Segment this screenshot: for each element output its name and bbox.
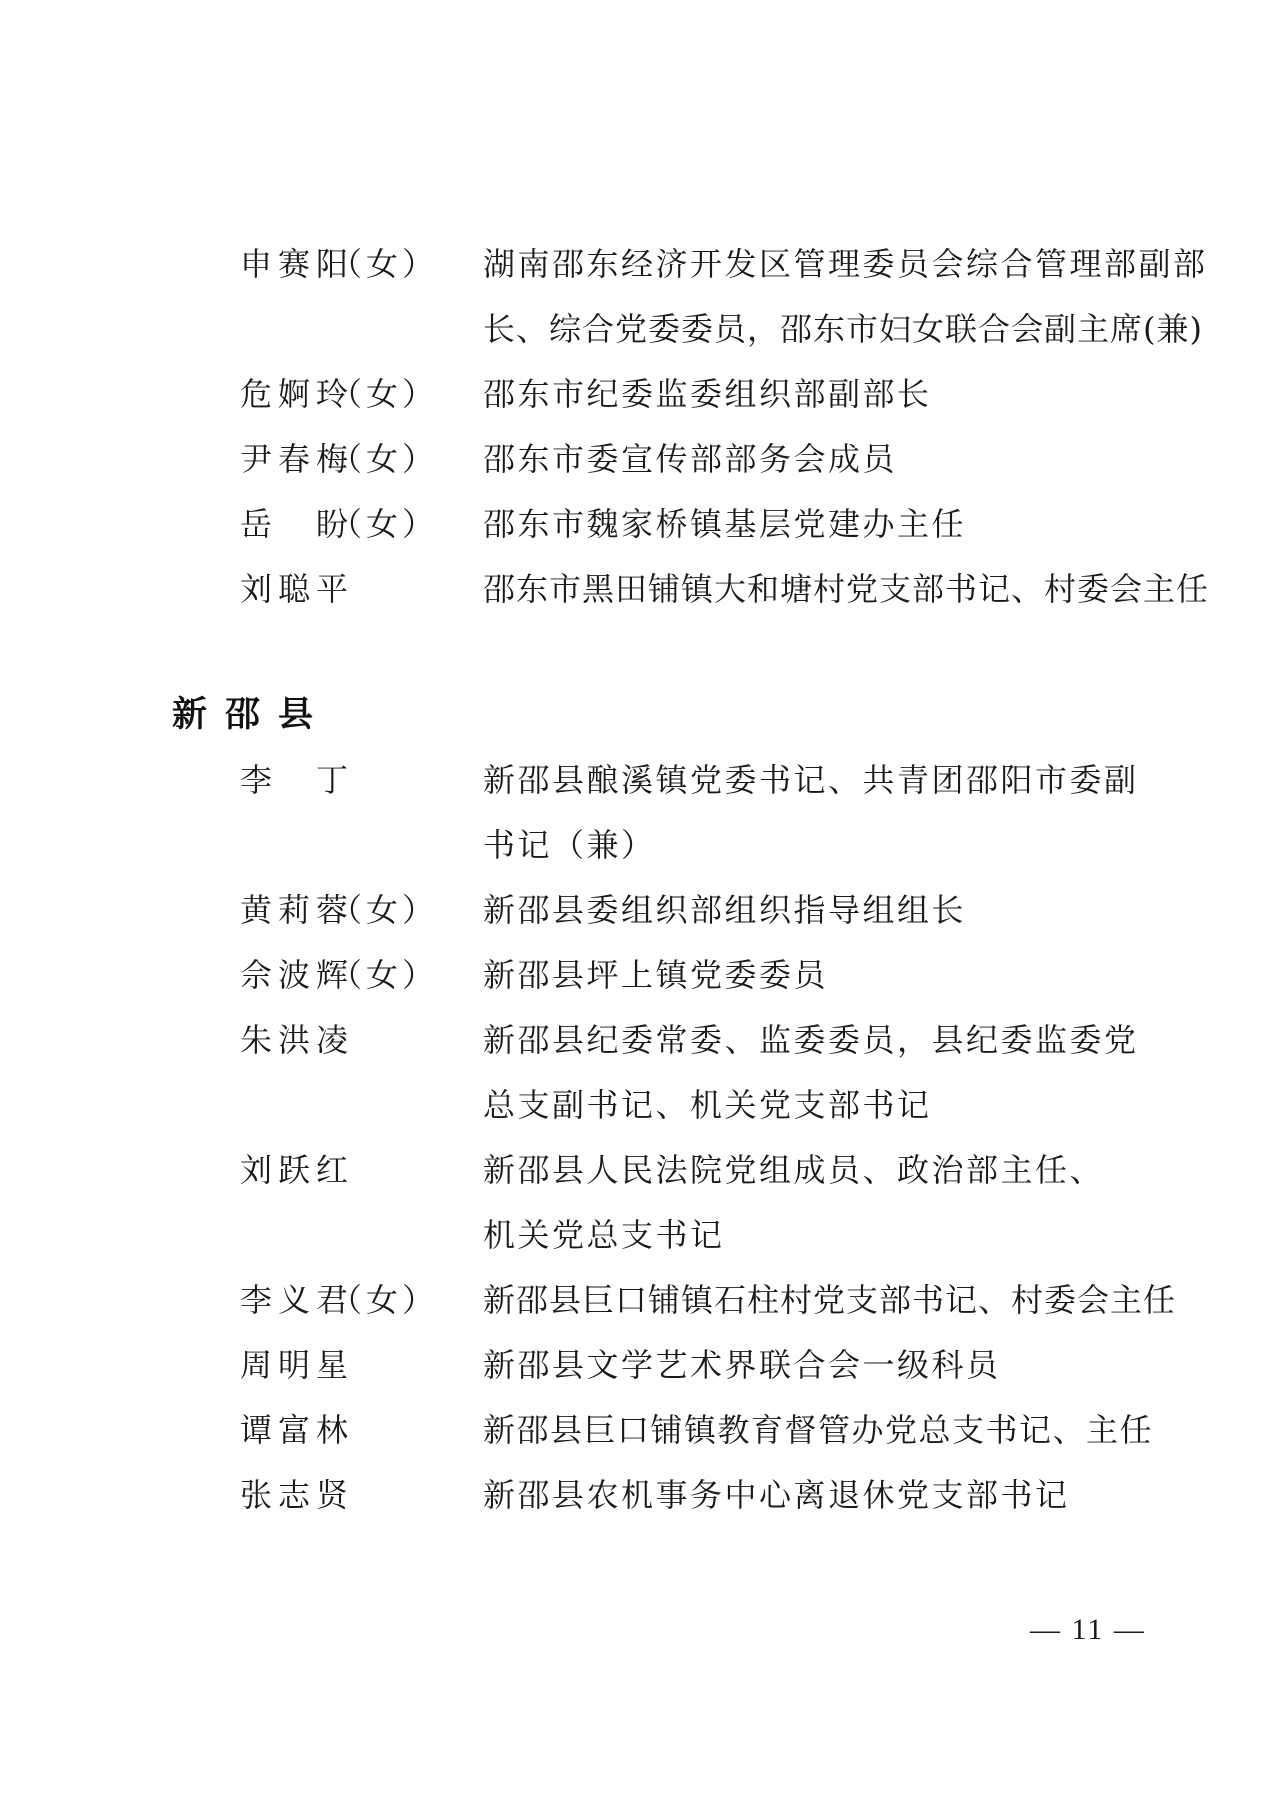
page-number: — 11 — bbox=[1030, 1613, 1146, 1646]
xinshao-list bbox=[0, 748, 1280, 1528]
list-item bbox=[0, 943, 1280, 1008]
person-name: 谭富林 bbox=[240, 1411, 355, 1449]
person-name: 朱洪凌 bbox=[240, 1021, 355, 1059]
person-name: 黄莉蓉 bbox=[240, 891, 355, 929]
gender-note: （女） bbox=[330, 956, 439, 994]
gender-note: （女） bbox=[330, 891, 439, 929]
person-name: 岳 盼 bbox=[240, 505, 355, 543]
person-position: 邵东市委宣传部部务会成员 bbox=[483, 440, 898, 478]
person-name: 刘聪平 bbox=[240, 570, 355, 608]
gender-note: （女） bbox=[330, 505, 439, 543]
gender-note: （女） bbox=[330, 1281, 439, 1319]
list-item bbox=[0, 492, 1280, 557]
person-position: 邵东市魏家桥镇基层党建办主任 bbox=[483, 505, 967, 543]
list-item bbox=[0, 232, 1280, 297]
list-item bbox=[0, 1268, 1280, 1333]
person-position: 机关党总支书记 bbox=[483, 1216, 725, 1254]
list-item-continuation bbox=[0, 1203, 1280, 1268]
person-position: 书记（兼） bbox=[483, 826, 656, 864]
person-position: 新邵县坪上镇党委委员 bbox=[483, 956, 829, 994]
person-position: 新邵县巨口铺镇石柱村党支部书记、村委会主任 bbox=[483, 1281, 1177, 1319]
person-position: 邵东市黑田铺镇大和塘村党支部书记、村委会主任 bbox=[483, 570, 1210, 608]
person-name: 刘跃红 bbox=[240, 1151, 355, 1189]
person-name: 李义君 bbox=[240, 1281, 355, 1319]
person-position: 邵东市纪委监委组织部副部长 bbox=[483, 375, 932, 413]
list-item-continuation bbox=[0, 297, 1280, 362]
person-name: 尹春梅 bbox=[240, 440, 355, 478]
list-item-continuation bbox=[0, 1073, 1280, 1138]
person-position: 新邵县人民法院党组成员、政治部主任、 bbox=[483, 1151, 1105, 1189]
list-item bbox=[0, 557, 1280, 622]
list-item bbox=[0, 1138, 1280, 1203]
gender-note: （女） bbox=[330, 245, 439, 283]
person-name: 佘波辉 bbox=[240, 956, 355, 994]
list-item bbox=[0, 748, 1280, 813]
person-name: 李 丁 bbox=[240, 761, 355, 799]
person-position: 新邵县文学艺术界联合会一级科员 bbox=[483, 1346, 1001, 1384]
person-position: 长、综合党委委员，邵东市妇女联合会副主席(兼) bbox=[483, 310, 1203, 348]
list-item bbox=[0, 427, 1280, 492]
person-name: 申赛阳 bbox=[240, 245, 355, 283]
person-position: 湖南邵东经济开发区管理委员会综合管理部副部 bbox=[483, 245, 1208, 283]
person-position: 新邵县农机事务中心离退休党支部书记 bbox=[483, 1476, 1070, 1514]
list-item-continuation bbox=[0, 813, 1280, 878]
gender-note: （女） bbox=[330, 375, 439, 413]
shaodong-list bbox=[0, 232, 1280, 622]
section-title: 新邵县 bbox=[172, 695, 332, 735]
gender-note: （女） bbox=[330, 440, 439, 478]
list-item bbox=[0, 1008, 1280, 1073]
person-position: 新邵县巨口铺镇教育督管办党总支书记、主任 bbox=[483, 1411, 1154, 1449]
list-item bbox=[0, 1463, 1280, 1528]
person-position: 新邵县纪委常委、监委委员，县纪委监委党 bbox=[483, 1021, 1139, 1059]
person-position: 新邵县酿溪镇党委书记、共青团邵阳市委副 bbox=[483, 761, 1139, 799]
list-item bbox=[0, 362, 1280, 427]
list-item bbox=[0, 1333, 1280, 1398]
list-item bbox=[0, 878, 1280, 943]
list-item bbox=[0, 1398, 1280, 1463]
person-position: 新邵县委组织部组织指导组组长 bbox=[483, 891, 967, 929]
person-position: 总支副书记、机关党支部书记 bbox=[483, 1086, 932, 1124]
person-name: 张志贤 bbox=[240, 1476, 355, 1514]
person-name: 周明星 bbox=[240, 1346, 355, 1384]
person-name: 危婀玲 bbox=[240, 375, 355, 413]
